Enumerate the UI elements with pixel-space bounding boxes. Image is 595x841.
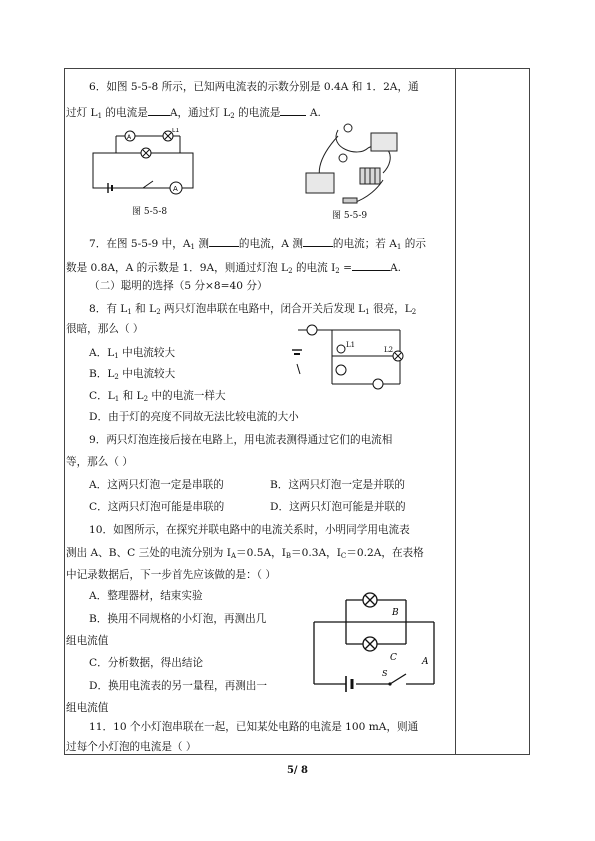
q10-option-b-line2: 组电流值 [66,635,109,647]
q8-option-c: C．$L_1$ 和 $L_2$ 中的电流一样大 [89,390,226,403]
q9-option-b: B．这两只灯泡一定是并联的 [270,479,405,491]
figure-caption-5-5-8: 图 5-5-8 [132,207,168,217]
q11-line1: 11．10 个小灯泡串联在一起，已知某处电路的电流是 100 mA，则通 [89,721,419,733]
q8-option-d: D．由于灯的亮度不同故无法比较电流的大小 [89,411,299,423]
q7-line2: 数是 0.8A，A 的示数是 1．9A，则通过灯泡 $L_2$ 的电流 $I_2 = A$. [66,259,401,278]
q9-line1: 9．两只灯泡连接后接在电路上，用电流表测得通过它们的电流相 [89,434,393,446]
circuit-figure-q8 [288,322,438,392]
q9-option-a: A．这两只灯泡一定是串联的 [89,479,224,491]
q10-line3: 中记录数据后，下一步首先应该做的是：（ ） [66,569,276,581]
q8-option-b: B．$L_2$ 中电流较大 [89,368,176,381]
section-heading: （二）聪明的选择（5 分×8=40 分） [89,280,268,292]
svg-text:A: A [127,134,132,141]
q6-line1: 6．如图 5-5-8 所示，已知两电流表的示数分别是 0.4A 和 1．2A，通 [89,81,419,93]
circuit-figure-5-5-8 [88,128,198,198]
circuit-figure-q10 [306,592,446,698]
q9-line2: 等，那么（ ） [66,456,133,468]
q6-line2: 过灯 $L_1$ 的电流是 A，通过灯 $L_2$ 的电流是 A. [66,104,321,123]
table-column-divider [455,68,456,755]
svg-text:L1: L1 [346,341,356,349]
svg-text:A: A [422,657,429,667]
q10-option-a: A．整理器材，结束实验 [89,590,203,602]
svg-text:S: S [382,669,388,678]
q10-option-d-line2: 组电流值 [66,702,109,714]
q10-line1: 10．如图所示，在探究并联电路中的电流关系时，小明同学用电流表 [89,524,410,536]
circuit-figure-5-5-9 [298,118,410,208]
svg-text:L2: L2 [384,346,394,354]
svg-text:L1: L1 [172,128,180,134]
q8-option-a: A．$L_1$ 中电流较大 [89,347,176,360]
svg-text:C: C [390,653,397,663]
q8-line2: 很暗，那么（ ） [66,323,144,335]
figure-caption-5-5-9: 图 5-5-9 [332,211,368,221]
q7-line1: 7．在图 5-5-9 中，$A_1$ 测 的电流，A 测 的电流；若 $A_1$ 的示 [89,235,426,254]
q10-option-b-line1: B．换用不同规格的小灯泡，再测出几 [89,613,267,625]
q9-option-d: D．这两只灯泡可能是并联的 [270,501,406,513]
q11-line2: 过每个小灯泡的电流是（ ） [66,741,197,753]
page-number: 5/ 8 [286,765,309,776]
q10-line2: 测出 A、B、C 三处的电流分别为 $I_A=0.5A$，$I_B=0.3A$，$I_C=0.2A$，在表格 [66,547,424,560]
svg-text:B: B [392,608,399,618]
svg-text:A: A [173,185,178,193]
q10-option-d-line1: D．换用电流表的另一量程，再测出一 [89,680,267,692]
q9-option-c: C．这两只灯泡可能是串联的 [89,501,225,513]
q8-line1: 8．有 $L_1$ 和 $L_2$ 两只灯泡串联在电路中，闭合开关后发现 $L_1$ 很亮，$L_2$ [89,303,417,316]
q10-option-c: C．分析数据，得出结论 [89,657,204,669]
